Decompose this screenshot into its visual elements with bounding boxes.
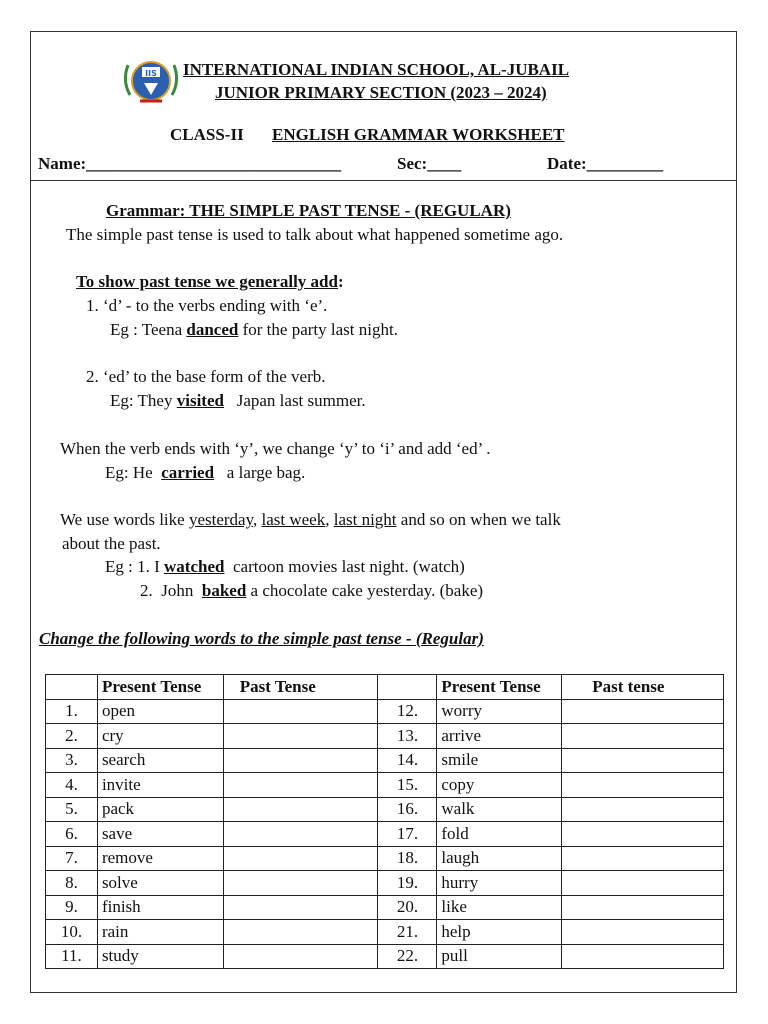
section-name: JUNIOR PRIMARY SECTION (2023 – 2024) [215,83,547,102]
table-row [46,846,724,871]
past-tense-answer-cell[interactable] [562,944,724,969]
table-row [46,871,724,896]
past-tense-answer-cell[interactable] [223,822,378,847]
row-number: 22. [378,944,437,969]
row-number: 3. [46,748,98,773]
past-tense-answer-cell[interactable] [223,944,378,969]
row-number: 18. [378,846,437,871]
header-num-2 [378,675,437,700]
past-tense-answer-cell[interactable] [223,748,378,773]
rule-3-example: Eg: He carried a large bag. [105,463,306,482]
table-row [46,699,724,724]
past-tense-answer-cell[interactable] [223,920,378,945]
table-row [46,724,724,749]
date-field: Date:_________ [547,154,664,173]
row-number: 17. [378,822,437,847]
present-tense-word: like [437,895,562,920]
rule-2: 2. ‘ed’ to the base form of the verb. [86,367,326,386]
table-row [46,797,724,822]
header-present-2: Present Tense [437,675,562,700]
row-number: 20. [378,895,437,920]
time-words: We use words like yesterday, last week, last night and so on when we talk [60,510,561,529]
present-tense-word: worry [437,699,562,724]
rule-1-example: Eg : Teena danced for the party last night. [110,320,398,339]
rule-heading: To show past tense we generally add: [76,272,344,291]
present-tense-word: cry [97,724,223,749]
table-row [46,895,724,920]
row-number: 21. [378,920,437,945]
row-number: 11. [46,944,98,969]
present-tense-word: invite [97,773,223,798]
table-row [46,822,724,847]
example-2: 2. John baked a chocolate cake yesterday. (bake) [140,581,484,600]
header-num-1 [46,675,98,700]
worksheet-table [45,674,724,969]
past-tense-answer-cell[interactable] [562,773,724,798]
table-row [46,748,724,773]
past-tense-answer-cell[interactable] [562,797,724,822]
present-tense-word: rain [97,920,223,945]
row-number: 6. [46,822,98,847]
example-1: Eg : 1. I watched cartoon movies last night. (watch) [105,557,465,576]
sec-field: Sec:____ [397,154,462,173]
row-number: 5. [46,797,98,822]
present-tense-word: walk [437,797,562,822]
past-tense-answer-cell[interactable] [562,846,724,871]
grammar-title: Grammar: THE SIMPLE PAST TENSE - (REGULAR) [106,201,511,220]
task-instruction: Change the following words to the simple past tense - (Regular) [39,629,484,648]
row-number: 16. [378,797,437,822]
header-divider [30,180,737,181]
present-tense-word: save [97,822,223,847]
present-tense-word: pull [437,944,562,969]
row-number: 4. [46,773,98,798]
class-label: CLASS-II [170,125,244,144]
present-tense-word: open [97,699,223,724]
present-tense-word: solve [97,871,223,896]
row-number: 15. [378,773,437,798]
past-tense-answer-cell[interactable] [223,797,378,822]
present-tense-word: fold [437,822,562,847]
table-row [46,920,724,945]
intro-text: The simple past tense is used to talk about what happened sometime ago. [66,225,564,244]
table-row [46,773,724,798]
past-tense-answer-cell[interactable] [562,724,724,749]
logo-text: IIS [145,69,157,78]
past-tense-answer-cell[interactable] [223,895,378,920]
present-tense-word: remove [97,846,223,871]
present-tense-word: copy [437,773,562,798]
past-tense-answer-cell[interactable] [562,699,724,724]
past-tense-answer-cell[interactable] [562,895,724,920]
rule-2-example: Eg: They visited Japan last summer. [110,391,366,410]
row-number: 9. [46,895,98,920]
past-tense-answer-cell[interactable] [562,822,724,847]
present-tense-word: smile [437,748,562,773]
table-header-row [46,675,724,700]
table-row [46,944,724,969]
row-number: 10. [46,920,98,945]
past-tense-answer-cell[interactable] [223,699,378,724]
past-tense-answer-cell[interactable] [223,773,378,798]
past-tense-answer-cell[interactable] [562,871,724,896]
present-tense-word: help [437,920,562,945]
name-field: Name:______________________________ [38,154,342,173]
header-past-2: Past tense [562,675,724,700]
row-number: 1. [46,699,98,724]
past-tense-answer-cell[interactable] [223,846,378,871]
present-tense-word: hurry [437,871,562,896]
row-number: 12. [378,699,437,724]
row-number: 14. [378,748,437,773]
header-past-1: Past Tense [223,675,378,700]
past-tense-answer-cell[interactable] [562,748,724,773]
past-tense-answer-cell[interactable] [223,724,378,749]
school-logo [120,55,182,107]
past-tense-answer-cell[interactable] [223,871,378,896]
present-tense-word: finish [97,895,223,920]
school-name: INTERNATIONAL INDIAN SCHOOL, AL-JUBAIL [183,60,570,79]
time-words-line2: about the past. [62,534,161,553]
present-tense-word: pack [97,797,223,822]
row-number: 19. [378,871,437,896]
row-number: 2. [46,724,98,749]
present-tense-word: study [97,944,223,969]
worksheet-title: ENGLISH GRAMMAR WORKSHEET [272,125,565,144]
present-tense-word: laugh [437,846,562,871]
rule-1: 1. ‘d’ - to the verbs ending with ‘e’. [86,296,328,315]
header-present-1: Present Tense [97,675,223,700]
present-tense-word: search [97,748,223,773]
row-number: 7. [46,846,98,871]
present-tense-word: arrive [437,724,562,749]
rule-3: When the verb ends with ‘y’, we change ‘y’ to ‘i’ and add ‘ed’ . [60,439,491,458]
row-number: 8. [46,871,98,896]
past-tense-answer-cell[interactable] [562,920,724,945]
row-number: 13. [378,724,437,749]
